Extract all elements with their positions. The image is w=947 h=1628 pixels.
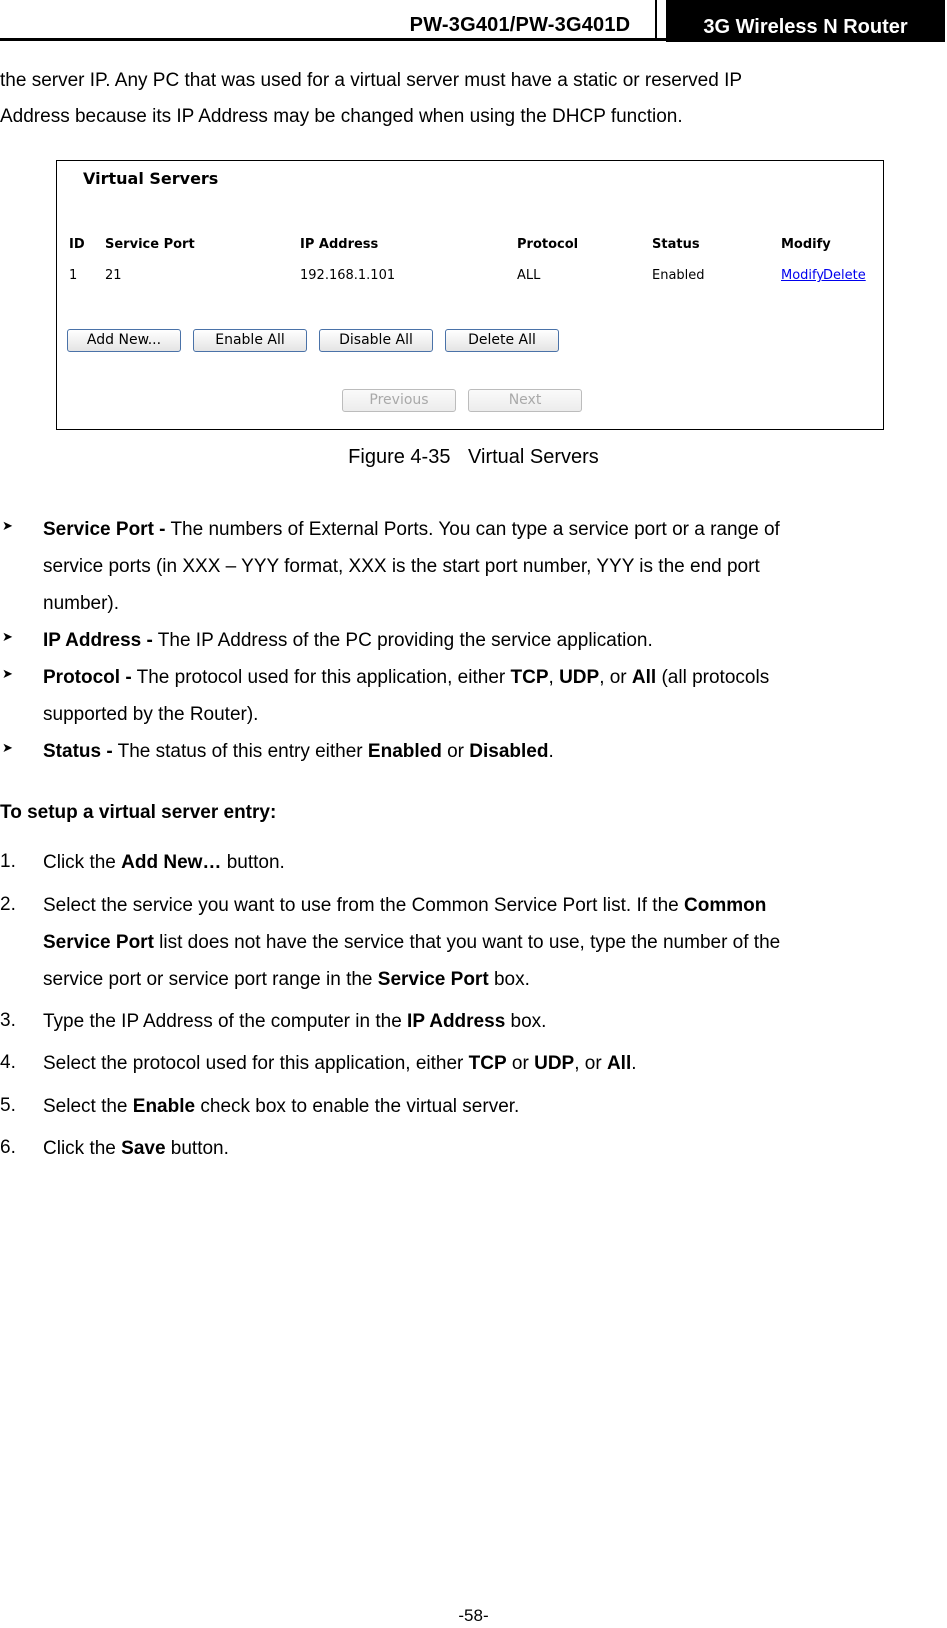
column-header-modify: Modify [781,237,831,252]
bullet-desc: The protocol used for this application, either [136,667,511,688]
step-2-line-3 [43,961,910,998]
enable-all-button[interactable]: Enable All [193,329,307,352]
step-1 [43,844,910,881]
step-text: Select the [43,1096,133,1117]
page-number: -58- [458,1606,489,1625]
step-text: Type the IP Address of the computer in the [43,1011,408,1032]
bold-term: All [631,667,657,688]
bullet-arrow-icon: ➤ [2,740,13,755]
bold-term: Enabled [367,741,442,762]
bullet-ip-address [43,622,910,659]
step-text: Click the [43,852,122,873]
bullet-term: Status - [43,741,113,762]
bullet-desc: The IP Address of the PC providing the service application. [157,630,653,651]
step-5 [43,1088,910,1125]
step-number: 6. [0,1137,16,1158]
bullet-service-port [43,511,910,548]
intro-line-2: Address because its IP Address may be changed when using the DHCP function. [0,106,683,127]
setup-heading: To setup a virtual server entry: [0,802,277,823]
step-text: or [506,1053,535,1074]
step-2-line-1 [43,887,910,924]
bold-term: Add New… [121,852,222,873]
bullet-desc: , or [599,667,632,688]
step-text: Select the service you want to use from the Common Service Port list. If the [43,895,684,916]
document-product-name: PW-3G401/PW-3G401D [409,14,631,36]
bold-term: UDP [534,1053,575,1074]
disable-all-button[interactable]: Disable All [319,329,433,352]
bold-term: Service Port [377,969,489,990]
step-number: 3. [0,1010,16,1031]
figure-caption [0,446,947,469]
figure-caption-title: Virtual Servers [468,446,599,468]
step-text: Select the protocol used for this application, either [43,1053,469,1074]
bold-term: All [606,1053,632,1074]
row-ip-address: 192.168.1.101 [300,268,396,283]
step-number: 5. [0,1095,16,1116]
step-number: 2. [0,894,16,915]
bullet-desc: or [441,741,470,762]
step-number: 4. [0,1052,16,1073]
bullet-term: IP Address - [43,630,153,651]
row-service-port: 21 [105,268,122,283]
step-text: check box to enable the virtual server. [195,1096,520,1117]
step-text: box. [488,969,530,990]
step-text: list does not have the service that you want to use, type the number of the [153,932,781,953]
bold-term: TCP [468,1053,507,1074]
bullet-protocol-line-2: supported by the Router). [43,704,259,725]
header-divider [655,0,663,40]
column-header-service-port: Service Port [105,237,195,252]
bullet-protocol [43,659,910,696]
bold-term: Disabled [469,741,549,762]
bullet-desc: . [548,741,554,762]
add-new-button[interactable]: Add New... [67,329,181,352]
step-text: , or [574,1053,607,1074]
column-header-protocol: Protocol [517,237,579,252]
row-protocol: ALL [517,268,541,283]
step-6 [43,1130,910,1167]
column-header-ip-address: IP Address [300,237,379,252]
bold-term: UDP [559,667,600,688]
previous-button[interactable]: Previous [342,389,456,412]
bullet-status [43,733,910,770]
step-3 [43,1003,910,1040]
bullet-desc: (all protocols [656,667,770,688]
figure-number: Figure 4-35 [348,446,451,468]
delete-all-button[interactable]: Delete All [445,329,559,352]
bullet-arrow-icon: ➤ [2,518,13,533]
step-number: 1. [0,851,16,872]
bullet-service-port-line-3: number). [43,593,120,614]
intro-line-1: the server IP. Any PC that was used for a virtual server must have a static or reserved IP [0,70,743,91]
step-2-line-2 [43,924,910,961]
next-button[interactable]: Next [468,389,582,412]
step-text: service port or service port range in the [43,969,378,990]
modify-link[interactable]: Modify [781,268,825,283]
column-header-status: Status [652,237,700,252]
row-id: 1 [69,268,78,283]
bullet-desc: The numbers of External Ports. You can type a service port or a range of [170,519,780,540]
bold-term: Service Port [43,932,154,953]
bold-term: IP Address [407,1011,506,1032]
bold-term: TCP [510,667,549,688]
bullet-service-port-line-2: service ports (in XXX – YYY format, XXX is the start port number, YYY is the end port [43,556,760,577]
bold-term: Common [684,895,767,916]
step-4 [43,1045,910,1082]
step-text: button. [165,1138,229,1159]
step-text: Click the [43,1138,122,1159]
bullet-arrow-icon: ➤ [2,666,13,681]
delete-link[interactable]: Delete [823,268,866,283]
step-text: . [631,1053,637,1074]
row-status: Enabled [652,268,705,283]
step-text: box. [505,1011,547,1032]
figure-title: Virtual Servers [83,169,219,188]
bullet-desc: The status of this entry either [117,741,368,762]
bullet-term: Protocol - [43,667,132,688]
bold-term: Enable [132,1096,196,1117]
document-header-title: 3G Wireless N Router [666,0,945,42]
virtual-servers-figure [56,160,884,430]
header-rule [0,38,666,41]
bullet-desc: , [548,667,560,688]
bullet-term: Service Port - [43,519,166,540]
bold-term: Save [121,1138,166,1159]
step-text: button. [221,852,285,873]
column-header-id: ID [69,237,85,252]
bullet-arrow-icon: ➤ [2,629,13,644]
